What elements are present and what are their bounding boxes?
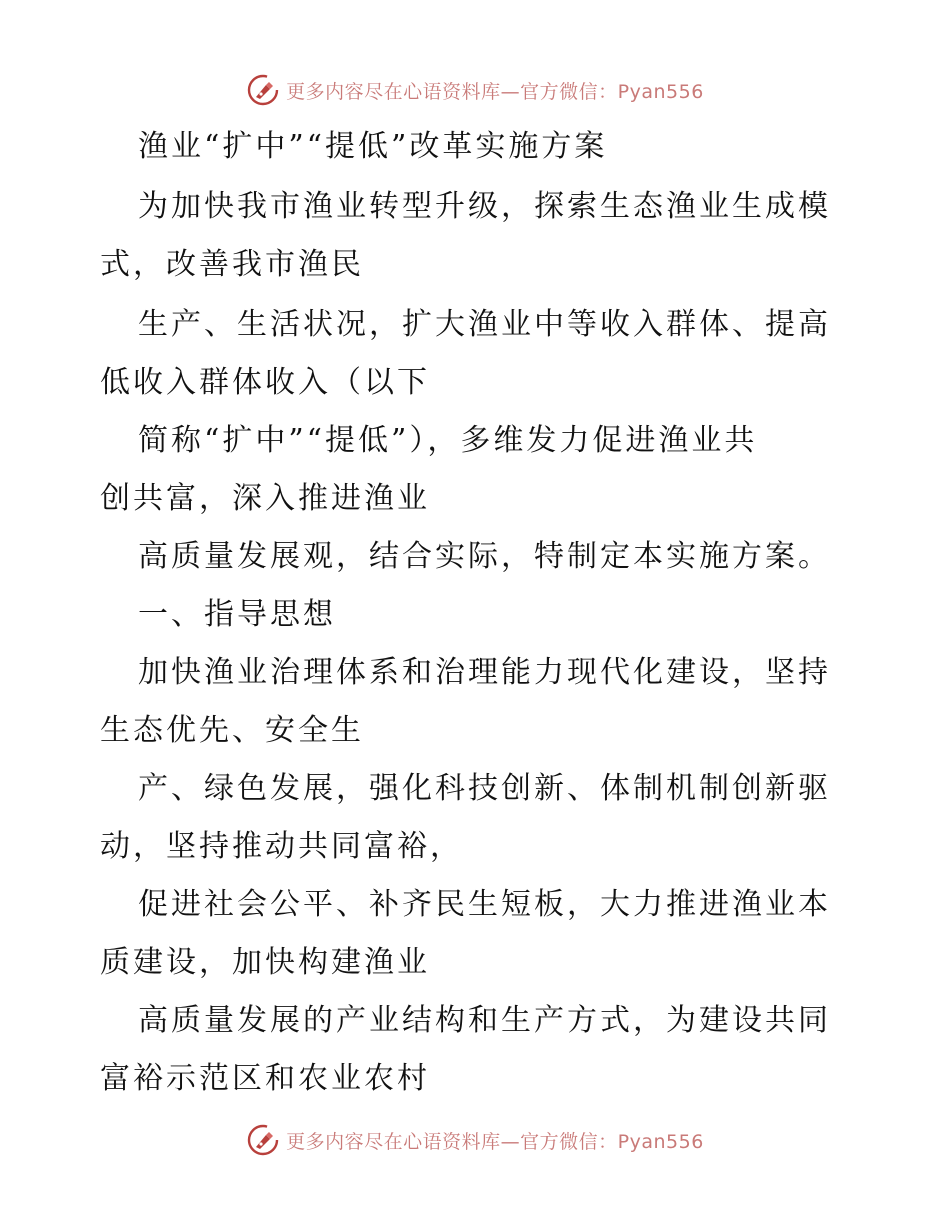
paragraph-line: 富裕示范区和农业农村 xyxy=(100,1061,430,1096)
paragraph-line: 式，改善我市渔民 xyxy=(100,247,364,282)
paragraph-line: 产、绿色发展，强化科技创新、体制机制创新驱 xyxy=(138,771,831,806)
paragraph-line: 低收入群体收入（以下 xyxy=(100,365,430,400)
pen-nib-logo-icon xyxy=(246,1123,280,1157)
watermark-text: 更多内容尽在心语资料库—官方微信：Pyan556 xyxy=(286,80,704,103)
paragraph-line: 高质量发展观，结合实际，特制定本实施方案。 xyxy=(138,539,831,574)
paragraph-line: 生态优先、安全生 xyxy=(100,713,364,748)
paragraph-line: 加快渔业治理体系和治理能力现代化建设，坚持 xyxy=(138,655,831,690)
document-title: 渔业“扩中”“提低”改革实施方案 xyxy=(138,129,608,164)
paragraph-line: 简称“扩中”“提低”），多维发力促进渔业共 xyxy=(138,423,758,458)
pen-nib-logo-icon xyxy=(246,73,280,107)
paragraph-line: 质建设，加快构建渔业 xyxy=(100,945,430,980)
paragraph-line: 促进社会公平、补齐民生短板，大力推进渔业本 xyxy=(138,887,831,922)
paragraph-line: 为加快我市渔业转型升级，探索生态渔业生成模 xyxy=(138,189,831,224)
footer-watermark xyxy=(0,1120,950,1160)
paragraph-line: 创共富，深入推进渔业 xyxy=(100,481,430,516)
header-watermark xyxy=(0,70,950,110)
paragraph-line: 高质量发展的产业结构和生产方式，为建设共同 xyxy=(138,1003,831,1038)
paragraph-line: 动，坚持推动共同富裕， xyxy=(100,829,463,864)
watermark-text: 更多内容尽在心语资料库—官方微信：Pyan556 xyxy=(286,1130,704,1153)
section-heading: 一、指导思想 xyxy=(138,597,336,632)
paragraph-line: 生产、生活状况，扩大渔业中等收入群体、提高 xyxy=(138,307,831,342)
